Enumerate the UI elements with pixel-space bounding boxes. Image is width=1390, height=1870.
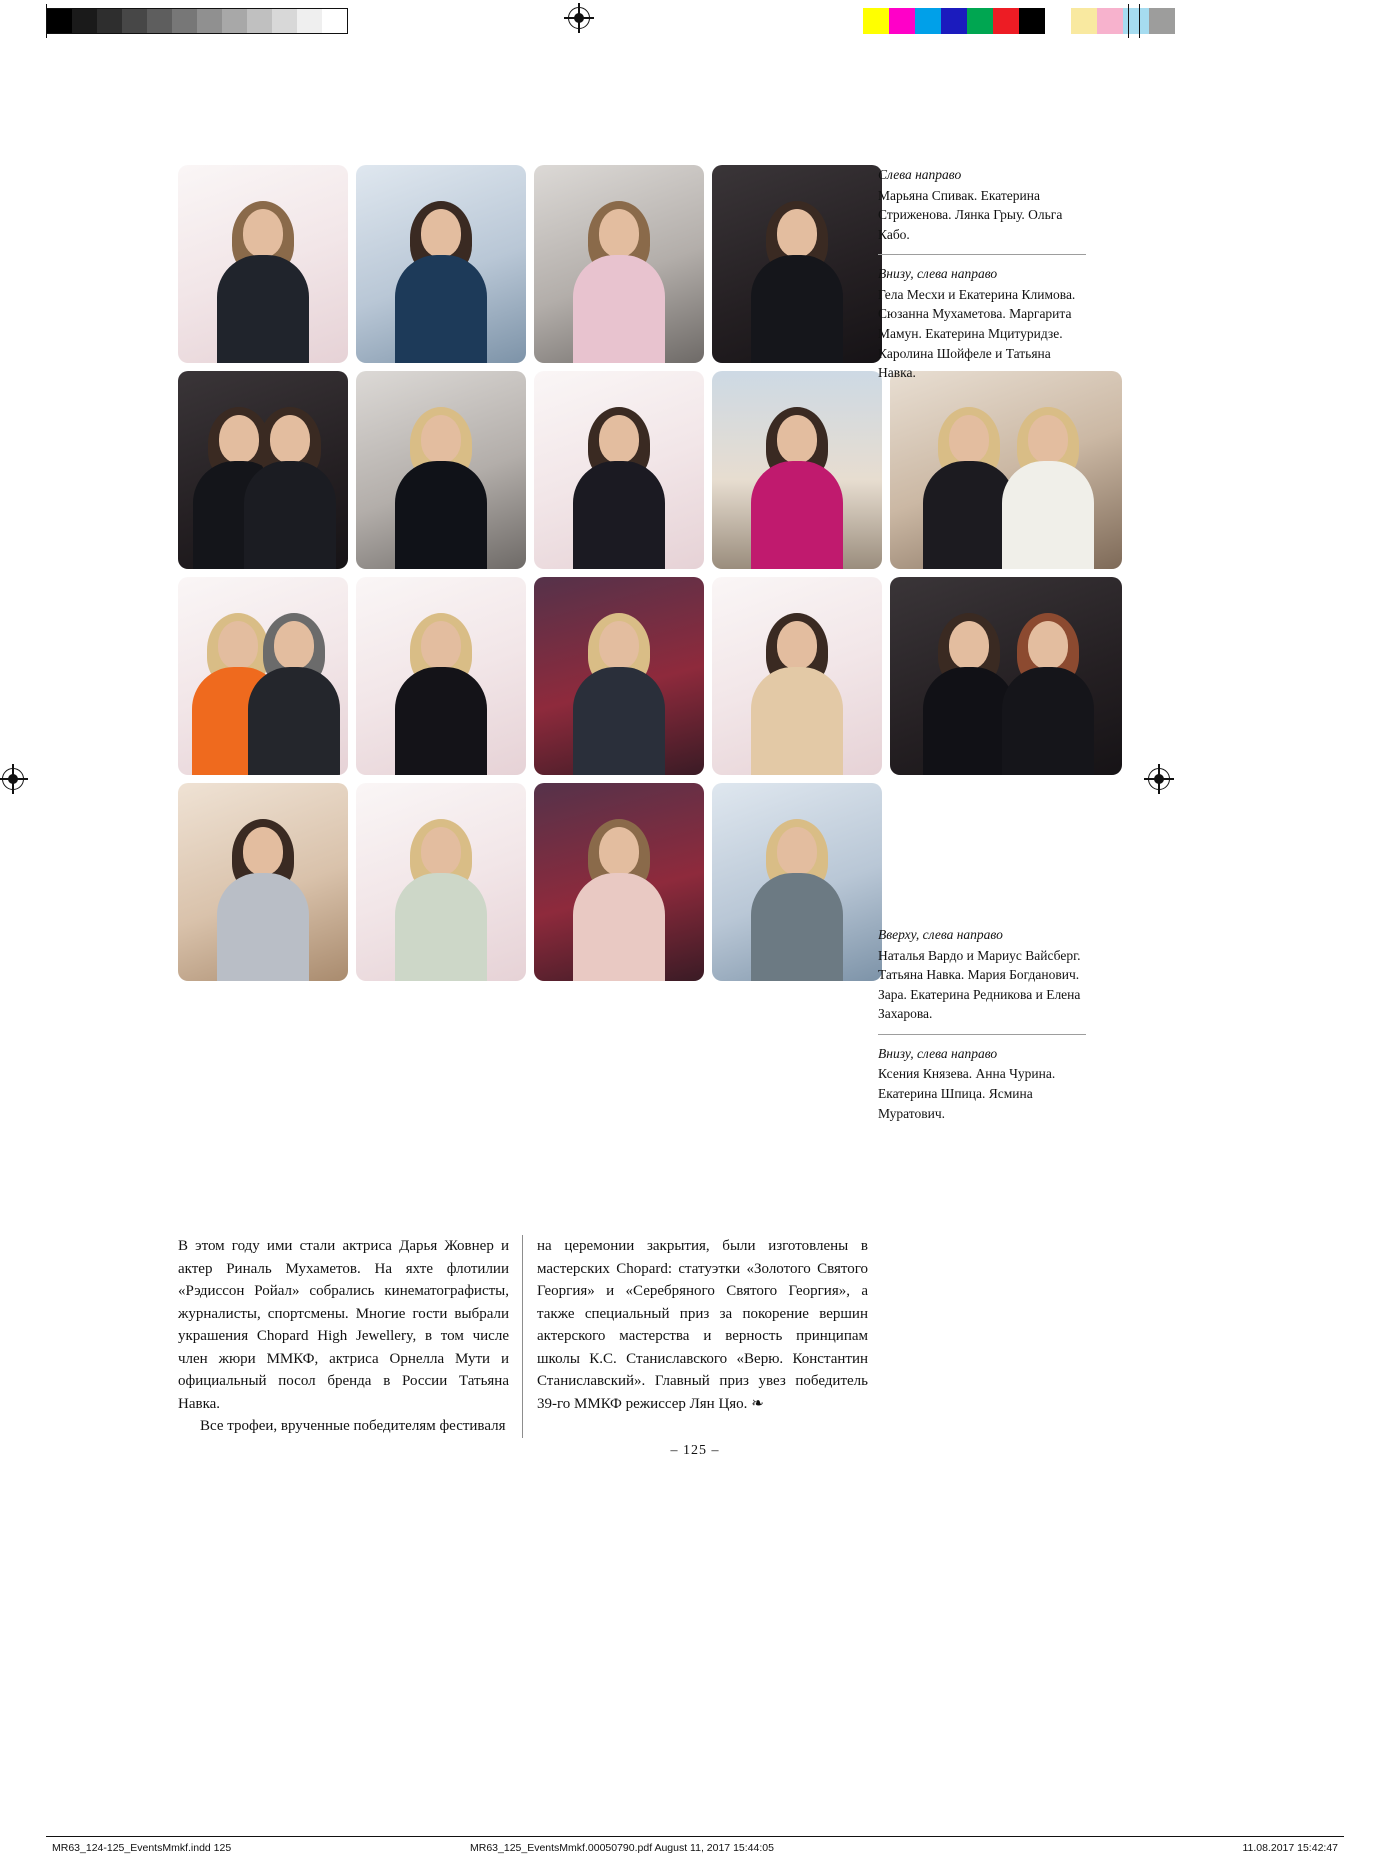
caption-text: Наталья Вардо и Мариус Вайсберг. Татьяна Навка. Мария Богданович. Зара. Екатерина Редникова и Елена Захарова.	[878, 947, 1081, 1022]
slug-pdf-info: MR63_125_EventsMmkf.00050790.pdf August 11, 2017 15:44:05	[470, 1842, 774, 1854]
slug-timestamp: 11.08.2017 15:42:47	[1242, 1842, 1338, 1854]
page-number: – 125 –	[670, 1443, 720, 1458]
photo-grid	[178, 165, 868, 989]
photo-ekaterina-rednikova-elena-zakharova	[890, 577, 1122, 775]
paragraph: В этом году ими стали актриса Дарья Жовнер и актер Риналь Мухаметов. На яхте флотилии «Рэдиссон Ройал» собрались кинематографисты, журналисты, спортсмены. Многие гости выбрали украшения Chopard High Jewellery, в том числе член жюри ММКФ, актриса Орнелла Мути и официальный посол бренда в России Татьяна Навка.	[178, 1238, 509, 1412]
end-flourish-icon: ❧	[751, 1395, 764, 1412]
photo-ekaterina-strizhenova	[356, 165, 526, 363]
article-column-left	[178, 1235, 522, 1438]
photo-natalya-vardo-marius-vajsberg	[178, 577, 348, 775]
photo-syuzanna-mukhametova	[356, 371, 526, 569]
caption-heading: Слева направо	[878, 167, 962, 182]
article-column-right	[522, 1235, 868, 1438]
photo-lyanka-gryu	[534, 165, 704, 363]
photo-zara	[712, 577, 882, 775]
photo-ekaterina-mtsituridze	[712, 371, 882, 569]
caption-divider	[878, 1034, 1086, 1035]
photo-tatyana-navka	[356, 577, 526, 775]
photo-maryana-spivak	[178, 165, 348, 363]
photo-olga-kabo	[712, 165, 882, 363]
paragraph: Все трофеи, врученные победителям фестиваля	[200, 1418, 506, 1434]
caption-text: Марьяна Спивак. Екатерина Стриженова. Лянка Грыу. Ольга Кабо.	[878, 187, 1063, 242]
slug-divider	[46, 1836, 1344, 1837]
article-body	[178, 1235, 868, 1438]
photo-row	[178, 577, 868, 775]
photo-kseniya-knyazeva	[178, 783, 348, 981]
prepress-slug-line	[0, 1836, 1390, 1858]
slug-filename: MR63_124-125_EventsMmkf.indd 125	[52, 1842, 232, 1854]
caption-block-bottom	[878, 925, 1088, 1133]
photo-yasmina-muratovich	[712, 783, 882, 981]
photo-ekaterina-shpitsa	[534, 783, 704, 981]
photo-row	[178, 165, 868, 363]
photo-margarita-mamun	[534, 371, 704, 569]
paragraph	[537, 1235, 868, 1415]
caption-heading: Внизу, слева направо	[878, 266, 998, 282]
photo-row	[178, 783, 868, 981]
photo-row	[178, 371, 868, 569]
paragraph-text: на церемонии закрытия, были изготовлены в мастерских Chopard: статуэтки «Золотого Святого Георгия» и «Серебряного Святого Георгия», а также специальный приз за покорение вершин актерского мастерства и верность принципам школы К.С. Станиславского «Верю. Константин Станиславский». Главный приз увез победитель 39-го ММКФ режиссер Лян Цяо.	[537, 1238, 868, 1412]
caption-heading: Внизу, слева направо	[878, 1045, 998, 1061]
photo-anna-churina	[356, 783, 526, 981]
photo-karolina-shojfele-tatyana-navka	[890, 371, 1122, 569]
caption-divider	[878, 254, 1086, 255]
caption-heading: Вверху, слева направо	[878, 927, 1003, 942]
caption-text: Ксения Князева. Анна Чурина. Екатерина Шпица. Ясмина Муратович.	[878, 1066, 1056, 1121]
photo-mariya-bogdanovich	[534, 577, 704, 775]
caption-block-top	[878, 165, 1088, 393]
photo-gela-meskhi-ekaterina-klimova	[178, 371, 348, 569]
caption-text: Гела Месхи и Екатерина Климова. Сюзанна Мухаметова. Маргарита Мамун. Екатерина Мцитуридзе. Каролина Шойфеле и Татьяна Навка.	[878, 286, 1076, 381]
